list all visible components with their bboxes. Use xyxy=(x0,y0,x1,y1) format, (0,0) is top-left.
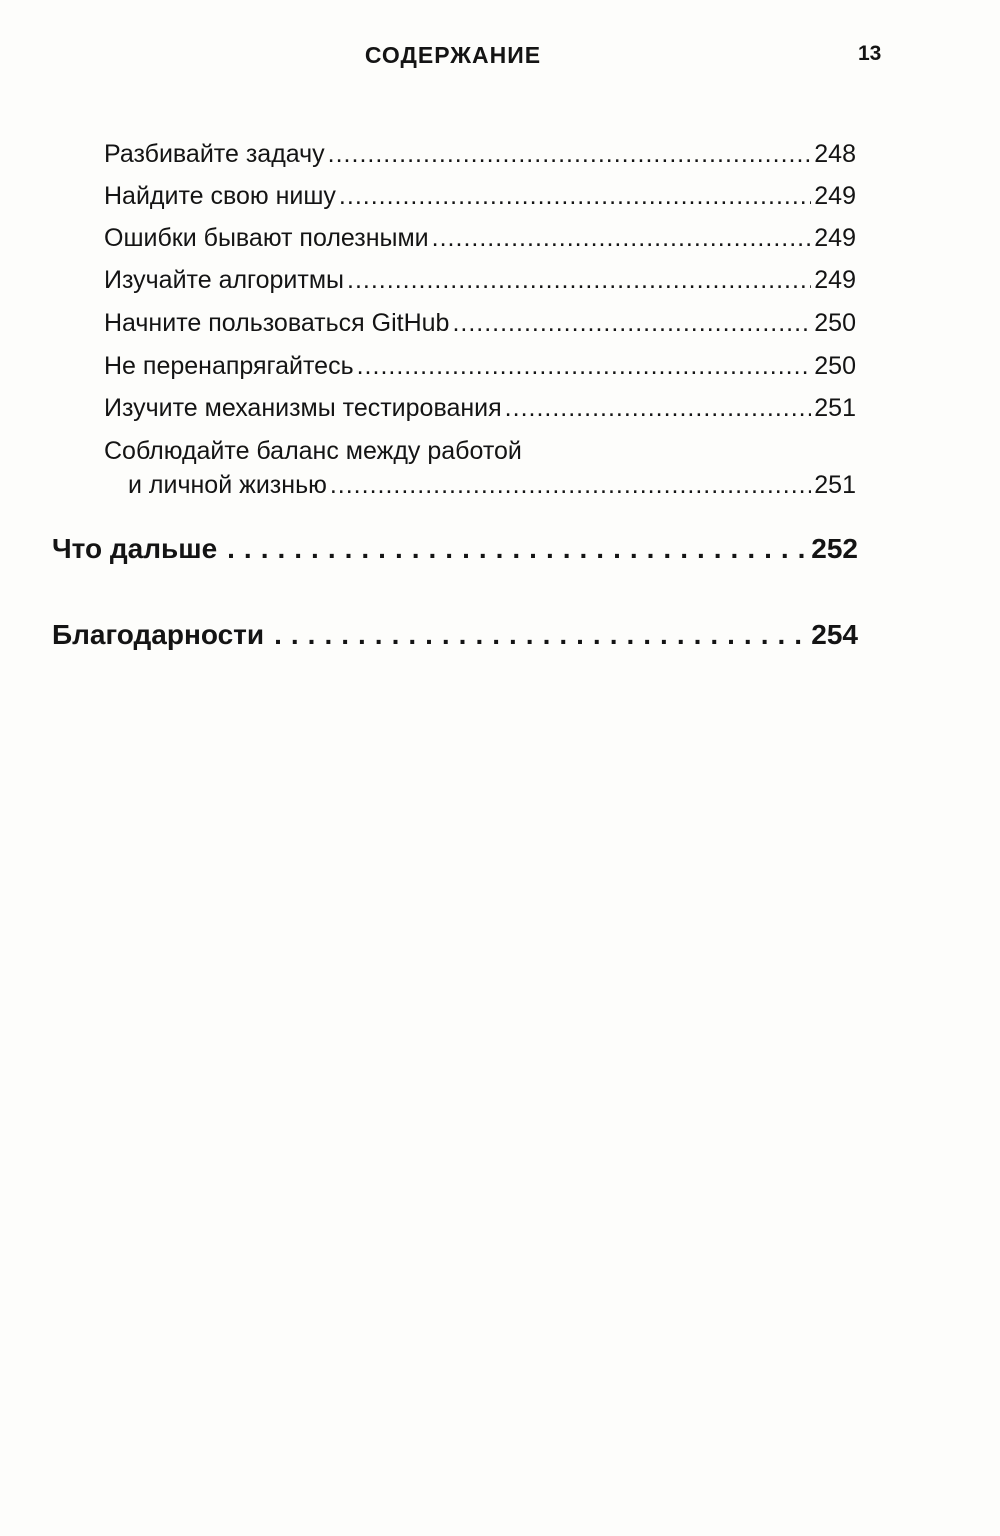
toc-entry-title: Не перенапрягайтесь xyxy=(104,352,354,380)
toc-chapter-page: 254 xyxy=(811,619,858,650)
toc-entry-page: 250 xyxy=(814,352,856,380)
toc-entry-title-line1: Соблюдайте баланс между работой xyxy=(104,437,522,465)
toc-entry-title-line2: и личной жизнью xyxy=(128,471,327,499)
toc-entry xyxy=(104,352,856,381)
toc-chapter-page: 252 xyxy=(811,533,858,564)
toc-entry xyxy=(128,471,856,500)
toc-chapter-title: Что дальше xyxy=(52,533,218,564)
toc-entry xyxy=(104,394,856,423)
dot-leader xyxy=(505,394,812,423)
toc-chapter-entry xyxy=(52,533,858,565)
toc-entry-page: 248 xyxy=(814,140,856,168)
toc-entry-page: 251 xyxy=(814,394,856,422)
toc-entry xyxy=(104,140,856,169)
toc-chapter-entry xyxy=(52,619,858,651)
dot-leader xyxy=(339,182,811,211)
toc-entry-title: Изучите механизмы тестирования xyxy=(104,394,502,422)
toc-entry-title: Разбивайте задачу xyxy=(104,140,325,168)
toc-entry-page: 249 xyxy=(814,266,856,294)
toc-entry-title: Найдите свою нишу xyxy=(104,182,336,210)
dot-leader xyxy=(452,309,811,338)
toc-entry-page: 249 xyxy=(814,182,856,210)
toc-entry xyxy=(104,224,856,253)
page-number: 13 xyxy=(858,42,882,65)
dot-leader xyxy=(357,352,812,381)
toc-entry-page: 250 xyxy=(814,309,856,337)
toc-entry-title: Изучайте алгоритмы xyxy=(104,266,345,294)
dot-leader xyxy=(432,224,812,253)
toc-entry-title: Ошибки бывают полезными xyxy=(104,224,429,252)
dot-leader xyxy=(227,533,805,565)
toc-entry xyxy=(104,182,856,211)
running-title: СОДЕРЖАНИЕ xyxy=(364,42,542,68)
toc-entry xyxy=(104,309,856,338)
toc-chapter-title: Благодарности xyxy=(52,619,265,650)
toc-entry xyxy=(104,266,856,295)
toc-entry-page: 249 xyxy=(814,224,856,252)
dot-leader xyxy=(330,471,811,500)
dot-leader xyxy=(328,140,812,169)
toc-entry-title: Начните пользоваться GitHub xyxy=(104,309,450,337)
dot-leader xyxy=(347,266,811,295)
dot-leader xyxy=(274,619,805,651)
toc-entry-page: 251 xyxy=(814,471,856,499)
